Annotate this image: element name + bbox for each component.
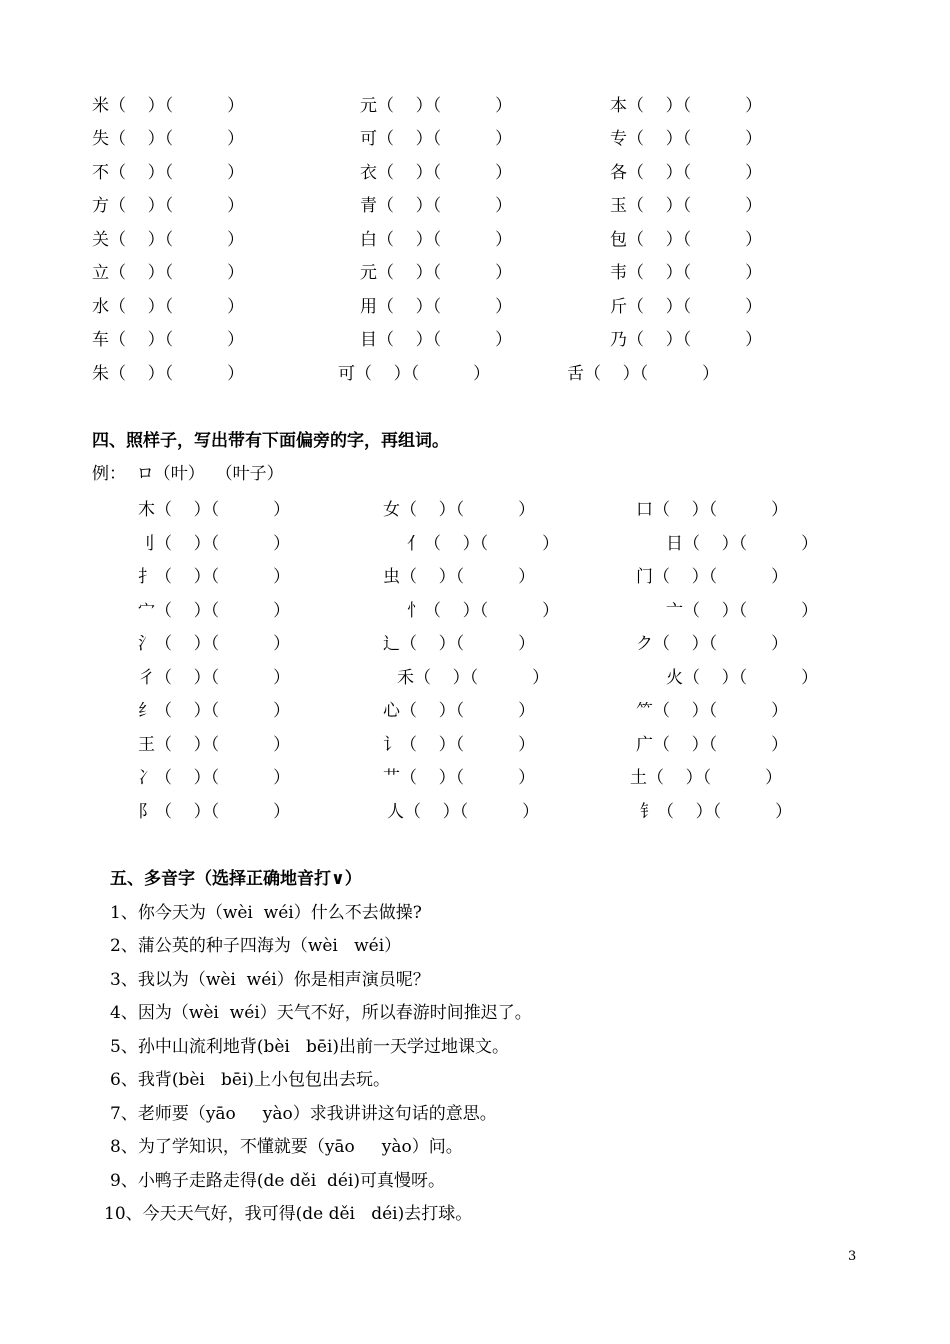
section4-example: 例： ロ（叶） （叶子） xyxy=(92,464,284,484)
exercise-item: 氵（ ）（ ） xyxy=(138,634,291,654)
list-item: 7、老师要（yāo yào）求我讲讲这句话的意思。 xyxy=(110,1104,497,1124)
exercise-item: 元（ ）（ ） xyxy=(360,96,513,116)
exercise-item: 辶（ ）（ ） xyxy=(383,634,536,654)
exercise-item: 元（ ）（ ） xyxy=(360,263,513,283)
exercise-item: 艹（ ）（ ） xyxy=(383,768,536,788)
list-item: 9、小鸭子走路走得(de děi déi)可真慢呀。 xyxy=(110,1171,445,1191)
exercise-item: 方（ ）（ ） xyxy=(92,196,245,216)
exercise-item: 舌（ ）（ ） xyxy=(567,364,720,384)
list-item: 1、你今天为（wèi wéi）什么不去做操? xyxy=(110,903,422,923)
exercise-item: 忄（ ）（ ） xyxy=(407,601,560,621)
list-item: 2、蒲公英的种子四海为（wèi wéi） xyxy=(110,936,402,956)
list-item: 3、我以为（wèi wéi）你是相声演员呢？ xyxy=(110,970,430,990)
exercise-item: 用（ ）（ ） xyxy=(360,297,513,317)
exercise-item: 关（ ）（ ） xyxy=(92,230,245,250)
exercise-item: 玉（ ）（ ） xyxy=(610,196,763,216)
exercise-item: ク（ ）（ ） xyxy=(636,634,789,654)
exercise-item: 乃（ ）（ ） xyxy=(610,330,763,350)
exercise-item: 目（ ）（ ） xyxy=(360,330,513,350)
exercise-item: 衣（ ）（ ） xyxy=(360,163,513,183)
exercise-item: 可（ ）（ ） xyxy=(338,364,491,384)
exercise-item: 水（ ）（ ） xyxy=(92,297,245,317)
exercise-item: 火（ ）（ ） xyxy=(666,668,819,688)
exercise-item: 纟（ ）（ ） xyxy=(138,701,291,721)
exercise-item: 宀（ ）（ ） xyxy=(138,601,291,621)
exercise-item: 斤（ ）（ ） xyxy=(610,297,763,317)
page-number: 3 xyxy=(848,1249,857,1264)
exercise-item: 朱（ ）（ ） xyxy=(92,364,245,384)
exercise-item: 可（ ）（ ） xyxy=(360,129,513,149)
exercise-item: ⺮（ ）（ ） xyxy=(636,701,789,721)
exercise-item: 虫（ ）（ ） xyxy=(383,567,536,587)
exercise-item: 彳（ ）（ ） xyxy=(138,668,291,688)
exercise-item: 门（ ）（ ） xyxy=(636,567,789,587)
exercise-item: 木（ ）（ ） xyxy=(138,500,291,520)
exercise-item: 立（ ）（ ） xyxy=(92,263,245,283)
list-item: 6、我背(bèi bēi)上小包包出去玩。 xyxy=(110,1070,391,1090)
list-item: 8、为了学知识，不懂就要（yāo yào）问。 xyxy=(110,1137,463,1157)
exercise-item: 扌（ ）（ ） xyxy=(138,567,291,587)
list-item: 4、因为（wèi wéi）天气不好，所以春游时间推迟了。 xyxy=(110,1003,532,1023)
exercise-item: 王（ ）（ ） xyxy=(138,735,291,755)
exercise-item: 人（ ）（ ） xyxy=(387,802,540,822)
exercise-item: 日（ ）（ ） xyxy=(666,534,819,554)
exercise-item: 专（ ）（ ） xyxy=(610,129,763,149)
exercise-item: 白（ ）（ ） xyxy=(360,230,513,250)
exercise-item: 韦（ ）（ ） xyxy=(610,263,763,283)
exercise-item: 口（ ）（ ） xyxy=(636,500,789,520)
exercise-item: 不（ ）（ ） xyxy=(92,163,245,183)
exercise-item: 心（ ）（ ） xyxy=(383,701,536,721)
exercise-item: 禾（ ）（ ） xyxy=(397,668,550,688)
exercise-item: 亻（ ）（ ） xyxy=(407,534,560,554)
exercise-item: 亠（ ）（ ） xyxy=(666,601,819,621)
exercise-item: 包（ ）（ ） xyxy=(610,230,763,250)
exercise-item: 失（ ）（ ） xyxy=(92,129,245,149)
exercise-item: 女（ ）（ ） xyxy=(383,500,536,520)
exercise-item: 青（ ）（ ） xyxy=(360,196,513,216)
exercise-item: 车（ ）（ ） xyxy=(92,330,245,350)
exercise-item: 刂（ ）（ ） xyxy=(138,534,291,554)
list-item: 10、今天天气好，我可得(de děi déi)去打球。 xyxy=(104,1204,473,1224)
exercise-item: 冫（ ）（ ） xyxy=(138,768,291,788)
exercise-item: 阝（ ）（ ） xyxy=(138,802,291,822)
exercise-item: 广（ ）（ ） xyxy=(636,735,789,755)
exercise-item: 各（ ）（ ） xyxy=(610,163,763,183)
exercise-item: 米（ ）（ ） xyxy=(92,96,245,116)
exercise-item: 钅（ ）（ ） xyxy=(640,802,793,822)
exercise-item: 本（ ）（ ） xyxy=(610,96,763,116)
exercise-item: 土（ ）（ ） xyxy=(630,768,783,788)
exercise-item: 讠（ ）（ ） xyxy=(383,735,536,755)
section5-title: 五、多音字（选择正确地音打∨） xyxy=(110,869,362,889)
section4-title: 四、照样子，写出带有下面偏旁的字，再组词。 xyxy=(92,431,449,451)
list-item: 5、孙中山流利地背(bèi bēi)出前一天学过地课文。 xyxy=(110,1037,510,1057)
